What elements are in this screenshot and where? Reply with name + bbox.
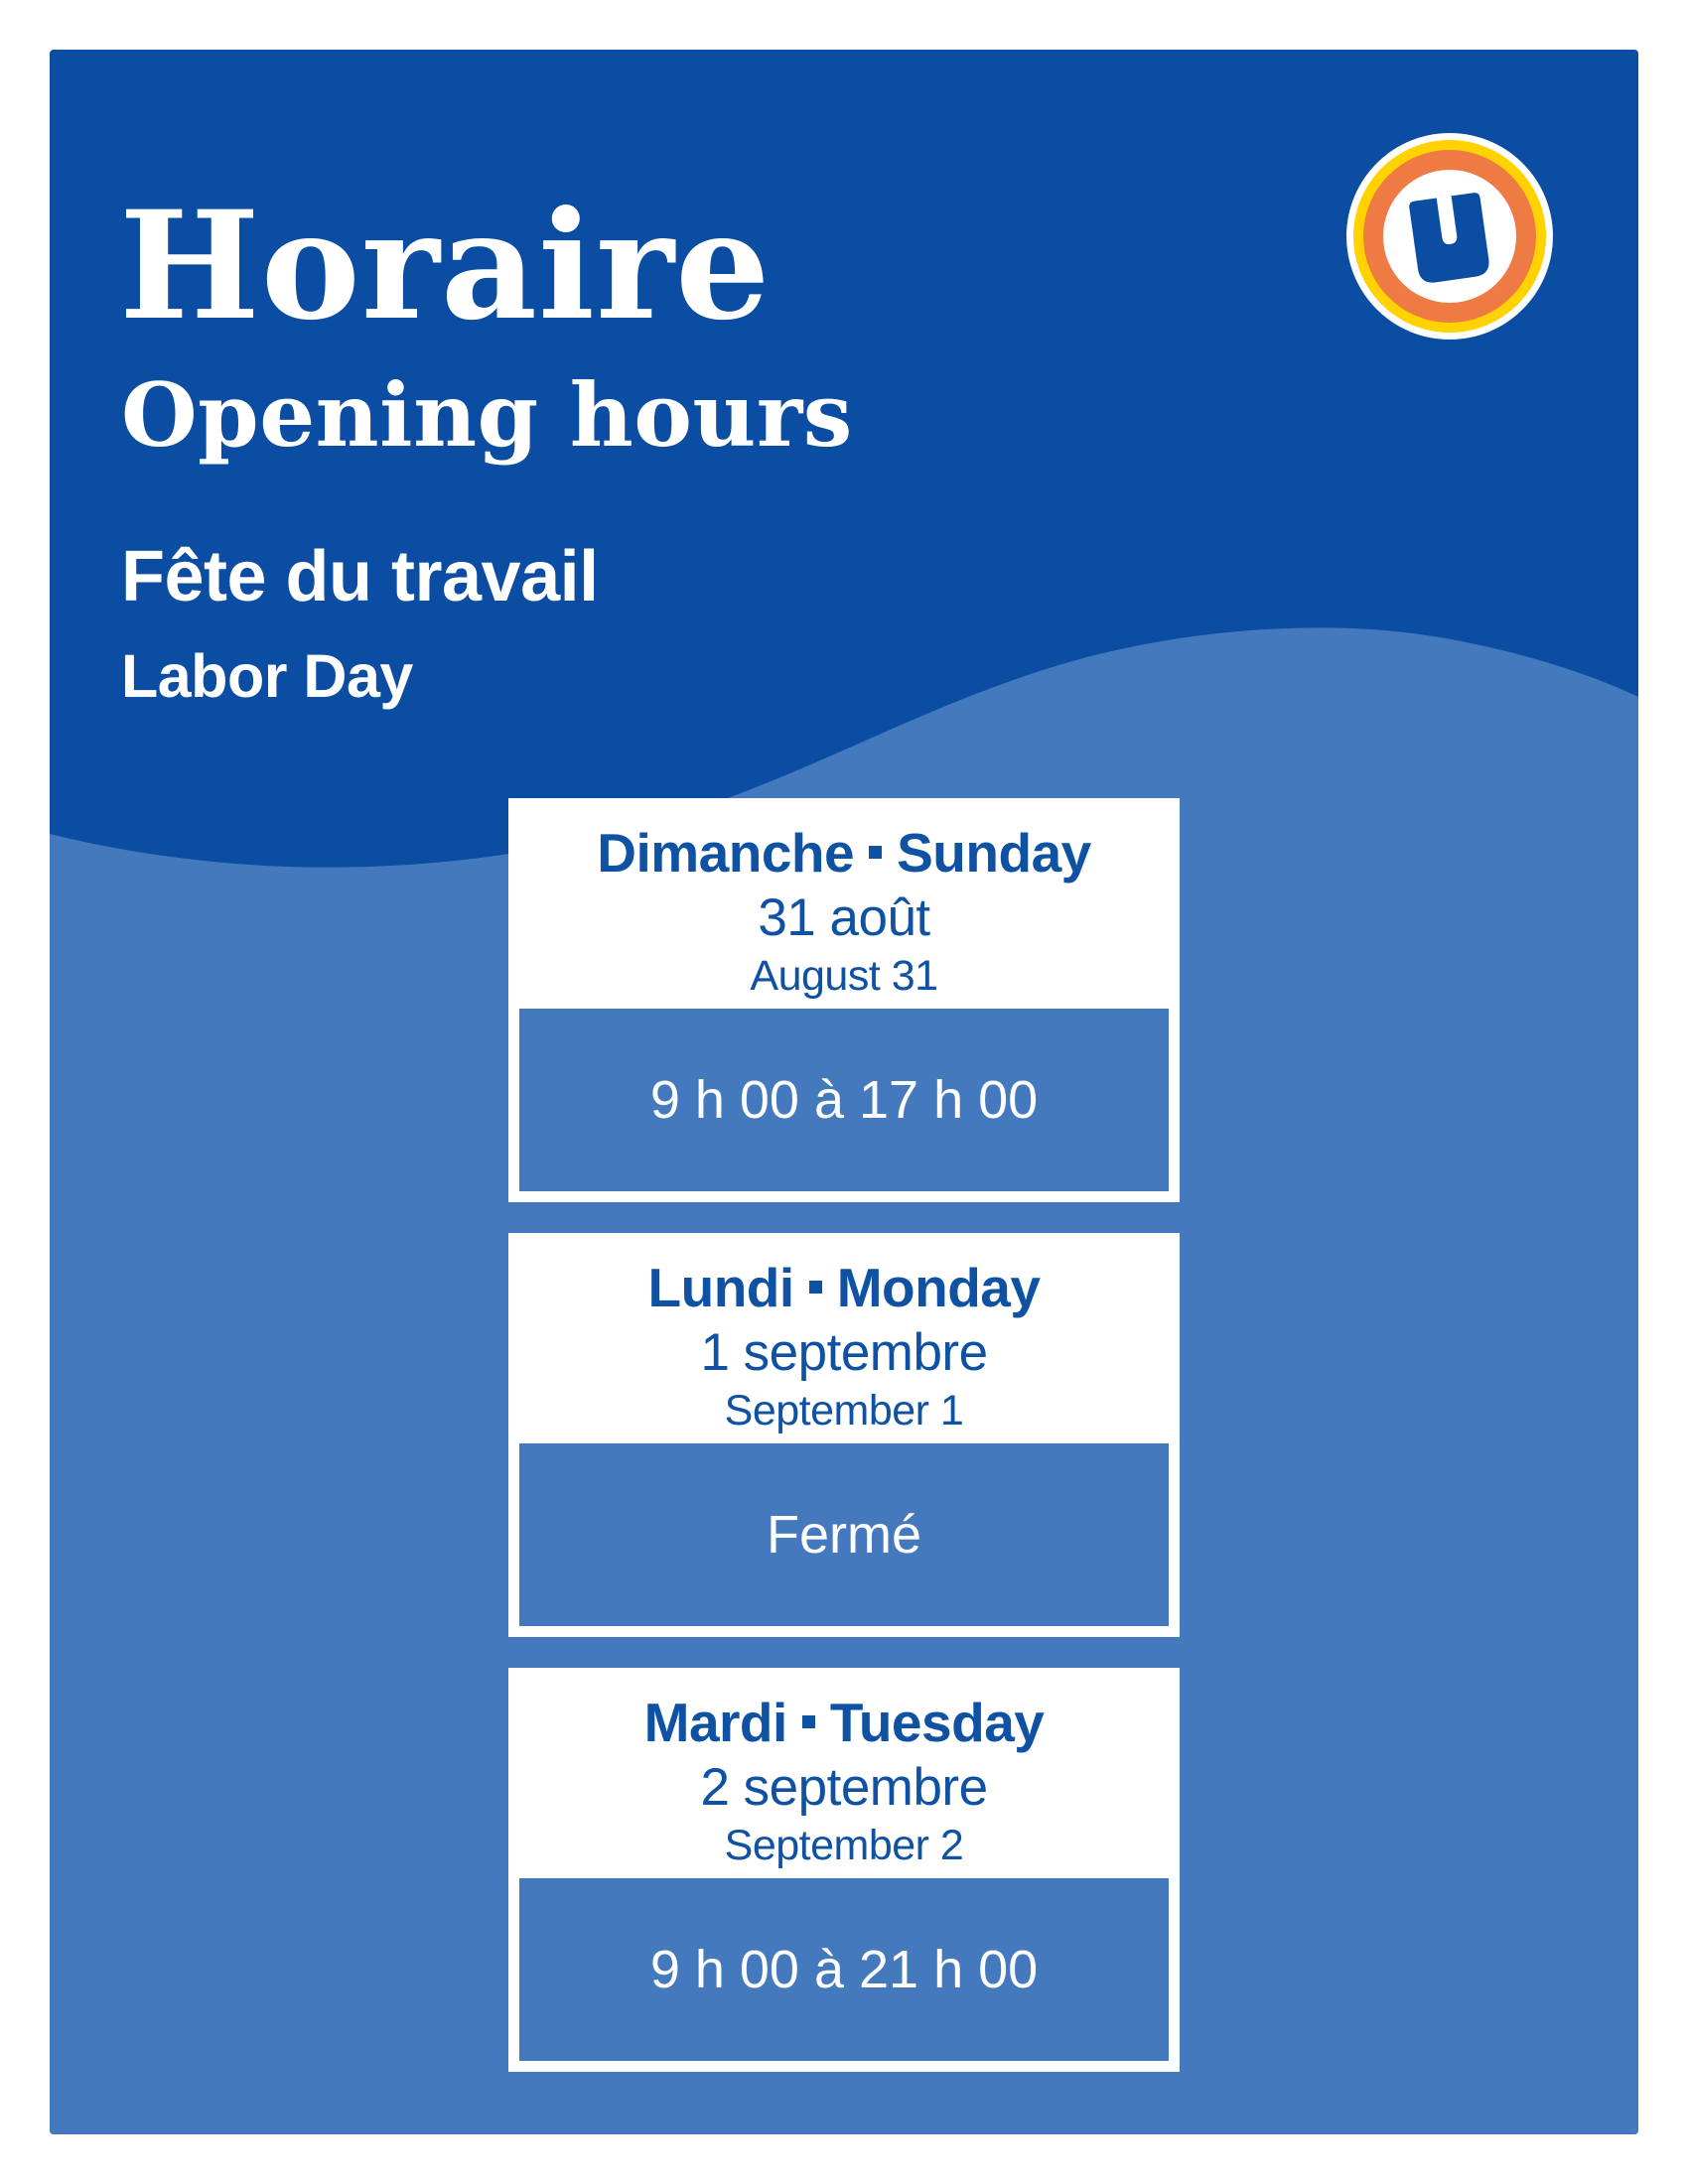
day-en: Tuesday [829,1692,1045,1754]
day-line [644,1690,1045,1756]
schedule-card-tuesday [508,1668,1180,2072]
date-fr: 2 septembre [700,1758,988,1818]
poster-title-fr: Horaire [119,179,772,353]
hours-band [519,1009,1169,1191]
date-en: August 31 [750,951,938,1000]
poster-title-en: Opening hours [121,363,853,467]
date-en: September 1 [724,1386,964,1434]
store-logo-u-icon [1346,133,1553,340]
date-en: September 2 [724,1821,964,1869]
day-line [597,820,1091,887]
event-title-fr: Fête du travail [121,537,599,616]
square-bullet-icon [809,1281,822,1294]
date-fr: 1 septembre [700,1323,988,1383]
square-bullet-icon [802,1715,815,1728]
hours-text: 9 h 00 à 17 h 00 [649,1070,1039,1130]
day-en: Monday [836,1257,1041,1319]
logo-inner-circle [1383,170,1516,303]
hours-band [519,1878,1169,2061]
schedule-card-monday [508,1233,1180,1637]
day-line [648,1255,1041,1321]
hours-text: 9 h 00 à 21 h 00 [649,1940,1039,1999]
hours-text: Fermé [766,1505,921,1565]
card-header [519,1244,1169,1443]
event-title-en: Labor Day [121,642,413,710]
poster-background [50,50,1638,2134]
day-fr: Dimanche [597,822,855,885]
day-en: Sunday [897,822,1091,885]
date-fr: 31 août [758,888,930,948]
card-header [519,1679,1169,1878]
card-header [519,809,1169,1009]
day-fr: Mardi [643,1692,787,1754]
square-bullet-icon [869,846,882,859]
schedule-card-sunday [508,798,1180,1202]
hours-band [519,1443,1169,1626]
day-fr: Lundi [647,1257,794,1319]
